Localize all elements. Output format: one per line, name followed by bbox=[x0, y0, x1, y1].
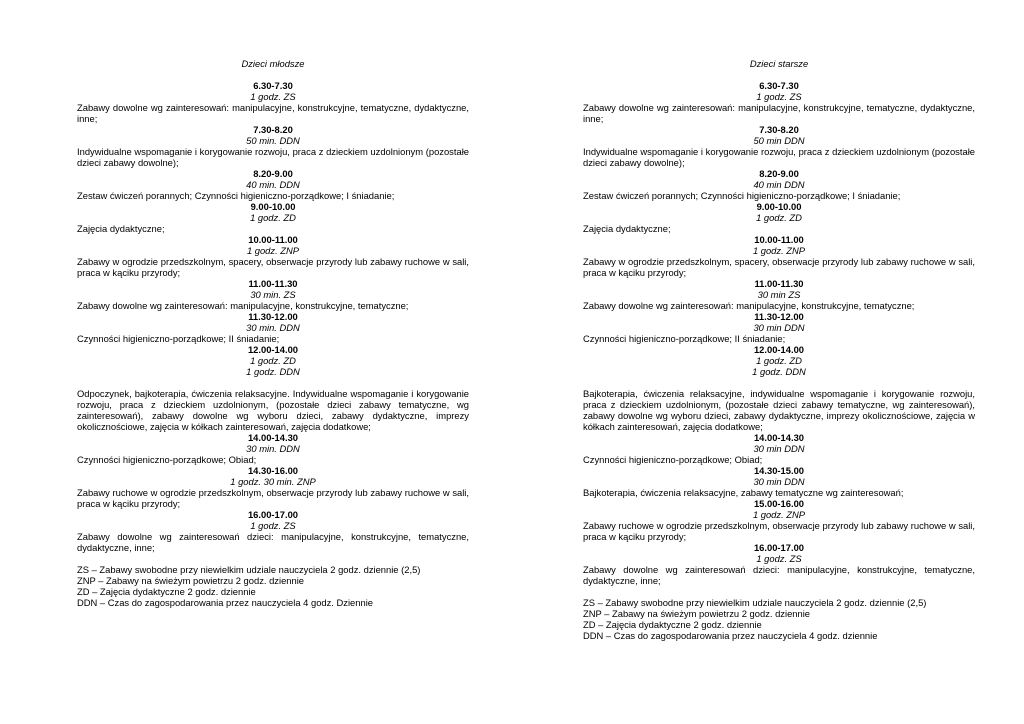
duration-label: 1 godz. ZS bbox=[756, 553, 802, 564]
duration-label: 1 godz. ZD bbox=[250, 355, 296, 366]
schedule-block bbox=[77, 201, 469, 234]
duration-label: 1 godz. ZNP bbox=[246, 245, 300, 256]
duration-label: 1 godz. ZS bbox=[250, 520, 296, 531]
schedule-blocks bbox=[77, 80, 469, 553]
legend-item: ZNP – Zabawy na świeżym powietrzu 2 godz. dziennie bbox=[583, 608, 811, 619]
schedule-block bbox=[77, 311, 469, 344]
time-range: 14.30-16.00 bbox=[247, 465, 299, 476]
activity-description: Zabawy dowolne wg zainteresowań: manipulacyjne, konstrukcyjne, tematyczne; bbox=[583, 300, 915, 311]
time-range: 16.00-17.00 bbox=[753, 542, 805, 553]
time-range: 11.00-11.30 bbox=[754, 278, 804, 289]
legend bbox=[77, 564, 469, 608]
column-heading: Dzieci starsze bbox=[749, 58, 809, 69]
duration-label: 1 godz. DDN bbox=[752, 366, 806, 377]
schedule-block bbox=[77, 509, 469, 553]
schedule-block bbox=[77, 278, 469, 311]
schedule-block bbox=[77, 465, 469, 509]
spacer bbox=[583, 377, 975, 388]
schedule-block bbox=[583, 234, 975, 278]
time-range: 8.20-9.00 bbox=[759, 168, 799, 179]
time-range: 12.00-14.00 bbox=[753, 344, 805, 355]
activity-description: Bajkoterapia, ćwiczenia relaksacyjne, indywidualne wspomaganie i korygowanie rozwoju, praca z dzieckiem uzdolnionym, (pozostałe dzieci zabawy tematyczne, wg zainteresowań), zabawy dowolne wg wyboru dzieci, zabawy dydaktyczne, imprezy okolicznościowe, zajęcia w kółkach zainteresowań, zajęcia dodatkowe; bbox=[583, 388, 975, 432]
time-range: 14.00-14.30 bbox=[753, 432, 805, 443]
time-range: 14.30-15.00 bbox=[753, 465, 805, 476]
activity-description: Zabawy dowolne wg zainteresowań: manipulacyjne, konstrukcyjne, tematyczne, dydaktyczne, inne; bbox=[583, 102, 975, 124]
schedule-block bbox=[583, 542, 975, 586]
duration-label: 30 min. DDN bbox=[246, 322, 300, 333]
schedule-block bbox=[583, 201, 975, 234]
time-range: 7.30-8.20 bbox=[759, 124, 799, 135]
activity-description: Zajęcia dydaktyczne; bbox=[77, 223, 165, 234]
time-range: 10.00-11.00 bbox=[754, 234, 804, 245]
activity-description: Odpoczynek, bajkoterapia, ćwiczenia relaksacyjne. Indywidualne wspomaganie i korygowanie rozwoju, praca z dzieckiem uzdolnionym, (pozostałe dzieci zabawy tematyczne, wg zainteresowań), zabawy dowolne wg wyboru dzieci, zabawy dydaktyczne, imprezy okolicznościowe, zajęcia w kółkach zainteresowań, zajęcia dodatkowe; bbox=[77, 388, 469, 432]
schedule-block bbox=[77, 80, 469, 124]
activity-description: Czynności higieniczno-porządkowe; Obiad; bbox=[583, 454, 763, 465]
legend-item: ZS – Zabawy swobodne przy niewielkim udziale nauczyciela 2 godz. dziennie (2,5) bbox=[77, 564, 421, 575]
activity-description: Zabawy ruchowe w ogrodzie przedszkolnym, obserwacje przyrody lub zabawy ruchowe w sali, praca w kąciku przyrody; bbox=[77, 487, 469, 509]
duration-label: 30 min. ZS bbox=[250, 289, 296, 300]
activity-description: Zabawy w ogrodzie przedszkolnym, spacery, obserwacje przyrody lub zabawy ruchowe w sali, praca w kąciku przyrody; bbox=[583, 256, 975, 278]
schedule-block bbox=[583, 80, 975, 124]
schedule-block bbox=[583, 344, 975, 432]
activity-description: Zabawy dowolne wg zainteresowań dzieci: manipulacyjne, konstrukcyjne, tematyczne, dydaktyczne, inne; bbox=[583, 564, 975, 586]
time-range: 11.30-12.00 bbox=[754, 311, 804, 322]
duration-label: 1 godz. DDN bbox=[246, 366, 300, 377]
time-range: 12.00-14.00 bbox=[247, 344, 299, 355]
schedule-block bbox=[583, 168, 975, 201]
duration-label: 30 min. DDN bbox=[246, 443, 300, 454]
legend-item: DDN – Czas do zagospodarowania przez nauczyciela 4 godz. dziennie bbox=[583, 630, 878, 641]
legend-item: ZNP – Zabawy na świeżym powietrzu 2 godz. dziennie bbox=[77, 575, 305, 586]
time-range: 11.00-11.30 bbox=[248, 278, 298, 289]
time-range: 9.00-10.00 bbox=[250, 201, 296, 212]
duration-label: 1 godz. ZNP bbox=[752, 245, 806, 256]
schedule-block bbox=[77, 432, 469, 465]
duration-label: 30 min ZS bbox=[757, 289, 801, 300]
duration-label: 1 godz. ZD bbox=[756, 212, 802, 223]
duration-label: 30 min DDN bbox=[753, 322, 805, 333]
activity-description: Indywidualne wspomaganie i korygowanie rozwoju, praca z dzieckiem uzdolnionym (pozostałe dzieci zabawy dowolne); bbox=[77, 146, 469, 168]
schedule-block bbox=[583, 278, 975, 311]
schedule-blocks bbox=[583, 80, 975, 586]
legend-item: ZS – Zabawy swobodne przy niewielkim udziale nauczyciela 2 godz. dziennie (2,5) bbox=[583, 597, 927, 608]
activity-description: Indywidualne wspomaganie i korygowanie rozwoju, praca z dzieckiem uzdolnionym (pozostałe dzieci zabawy dowolne); bbox=[583, 146, 975, 168]
legend bbox=[583, 597, 975, 641]
activity-description: Zestaw ćwiczeń porannych; Czynności higieniczno-porządkowe; I śniadanie; bbox=[77, 190, 395, 201]
schedule-block bbox=[77, 168, 469, 201]
schedule-block bbox=[583, 124, 975, 168]
duration-label: 30 min DDN bbox=[753, 443, 805, 454]
duration-label: 1 godz. ZS bbox=[250, 91, 296, 102]
time-range: 6.30-7.30 bbox=[253, 80, 293, 91]
activity-description: Zabawy ruchowe w ogrodzie przedszkolnym, obserwacje przyrody lub zabawy ruchowe w sali, praca w kąciku przyrody; bbox=[583, 520, 975, 542]
schedule-block bbox=[583, 498, 975, 542]
activity-description: Bajkoterapia, ćwiczenia relaksacyjne, zabawy tematyczne wg zainteresowań; bbox=[583, 487, 904, 498]
duration-label: 40 min DDN bbox=[753, 179, 805, 190]
legend-item: ZD – Zajęcia dydaktyczne 2 godz. dziennie bbox=[77, 586, 256, 597]
activity-description: Zajęcia dydaktyczne; bbox=[583, 223, 671, 234]
schedule-block bbox=[77, 344, 469, 432]
activity-description: Zabawy dowolne wg zainteresowań dzieci: manipulacyjne, konstrukcyjne, tematyczne, dydaktyczne, inne; bbox=[77, 531, 469, 553]
activity-description: Czynności higieniczno-porządkowe; II śniadanie; bbox=[583, 333, 786, 344]
duration-label: 1 godz. 30 min. ZNP bbox=[230, 476, 316, 487]
spacer bbox=[77, 377, 469, 388]
time-range: 16.00-17.00 bbox=[247, 509, 299, 520]
time-range: 8.20-9.00 bbox=[253, 168, 293, 179]
activity-description: Czynności higieniczno-porządkowe; Obiad; bbox=[77, 454, 257, 465]
activity-description: Czynności higieniczno-porządkowe; II śniadanie; bbox=[77, 333, 280, 344]
time-range: 10.00-11.00 bbox=[248, 234, 298, 245]
schedule-column-older bbox=[583, 58, 975, 641]
duration-label: 30 min DDN bbox=[753, 476, 805, 487]
schedule-block bbox=[583, 311, 975, 344]
duration-label: 50 min DDN bbox=[753, 135, 805, 146]
activity-description: Zabawy dowolne wg zainteresowań: manipulacyjne, konstrukcyjne, tematyczne, dydaktyczne, inne; bbox=[77, 102, 469, 124]
duration-label: 1 godz. ZNP bbox=[752, 509, 806, 520]
activity-description: Zestaw ćwiczeń porannych; Czynności higieniczno-porządkowe; I śniadanie; bbox=[583, 190, 901, 201]
duration-label: 40 min. DDN bbox=[246, 179, 300, 190]
schedule-block bbox=[77, 234, 469, 278]
legend-item: ZD – Zajęcia dydaktyczne 2 godz. dziennie bbox=[583, 619, 762, 630]
schedule-block bbox=[583, 432, 975, 465]
duration-label: 1 godz. ZD bbox=[756, 355, 802, 366]
time-range: 7.30-8.20 bbox=[253, 124, 293, 135]
schedule-block bbox=[583, 465, 975, 498]
time-range: 6.30-7.30 bbox=[759, 80, 799, 91]
time-range: 15.00-16.00 bbox=[753, 498, 805, 509]
duration-label: 1 godz. ZD bbox=[250, 212, 296, 223]
time-range: 9.00-10.00 bbox=[756, 201, 802, 212]
duration-label: 50 min. DDN bbox=[246, 135, 300, 146]
activity-description: Zabawy dowolne wg zainteresowań: manipulacyjne, konstrukcyjne, tematyczne; bbox=[77, 300, 409, 311]
schedule-block bbox=[77, 124, 469, 168]
time-range: 14.00-14.30 bbox=[247, 432, 299, 443]
column-heading: Dzieci młodsze bbox=[241, 58, 305, 69]
schedule-column-younger bbox=[77, 58, 469, 608]
activity-description: Zabawy w ogrodzie przedszkolnym, spacery, obserwacje przyrody lub zabawy ruchowe w sali, praca w kąciku przyrody; bbox=[77, 256, 469, 278]
legend-item: DDN – Czas do zagospodarowania przez nauczyciela 4 godz. Dziennie bbox=[77, 597, 373, 608]
duration-label: 1 godz. ZS bbox=[756, 91, 802, 102]
time-range: 11.30-12.00 bbox=[248, 311, 298, 322]
